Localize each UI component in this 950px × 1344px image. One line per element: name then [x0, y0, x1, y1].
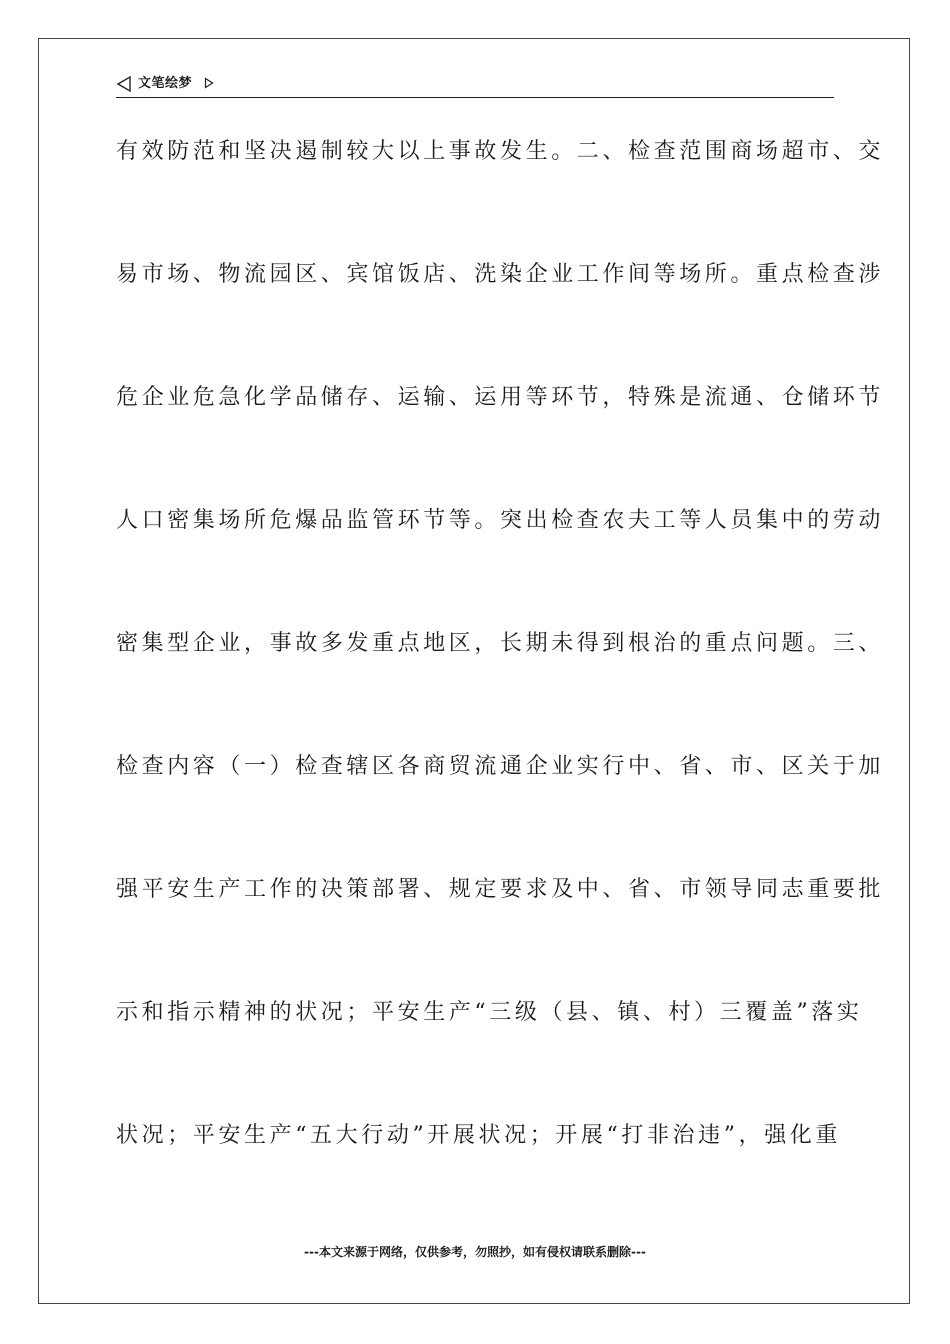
footer-notice: ---本文来源于网络，仅供参考，勿照抄，如有侵权请联系删除---: [304, 1245, 646, 1259]
body-line-1: 有效防范和坚决遏制较大以上事故发生。二、检查范围商场超市、交: [116, 139, 885, 164]
body-line-6: 检查内容（一）检查辖区各商贸流通企业实行中、省、市、区关于加: [116, 754, 885, 779]
document-body: [116, 134, 885, 1241]
body-line-3: 危企业危急化学品储存、运输、运用等环节，特殊是流通、仓储环节: [116, 385, 885, 410]
body-line-7: 强平安生产工作的决策部署、规定要求及中、省、市领导同志重要批: [116, 877, 885, 902]
body-line-9: 状况；平安生产“五大行动”开展状况；开展“打非治违”，强化重: [116, 1123, 841, 1148]
page-header: [116, 74, 834, 98]
body-line-8: 示和指示精神的状况；平安生产“三级（县、镇、村）三覆盖”落实: [116, 1000, 863, 1025]
body-line-4: 人口密集场所危爆品监管环节等。突出检查农夫工等人员集中的劳动: [116, 508, 885, 533]
body-line-5: 密集型企业，事故多发重点地区，长期未得到根治的重点问题。三、: [116, 631, 885, 656]
triangle-left-outline-icon: [116, 75, 132, 93]
body-line-2: 易市场、物流园区、宾馆饭店、洗染企业工作间等场所。重点检查涉: [116, 262, 885, 287]
header-title: 文笔绘梦: [138, 76, 193, 91]
triangle-right-outline-icon: [204, 77, 214, 89]
